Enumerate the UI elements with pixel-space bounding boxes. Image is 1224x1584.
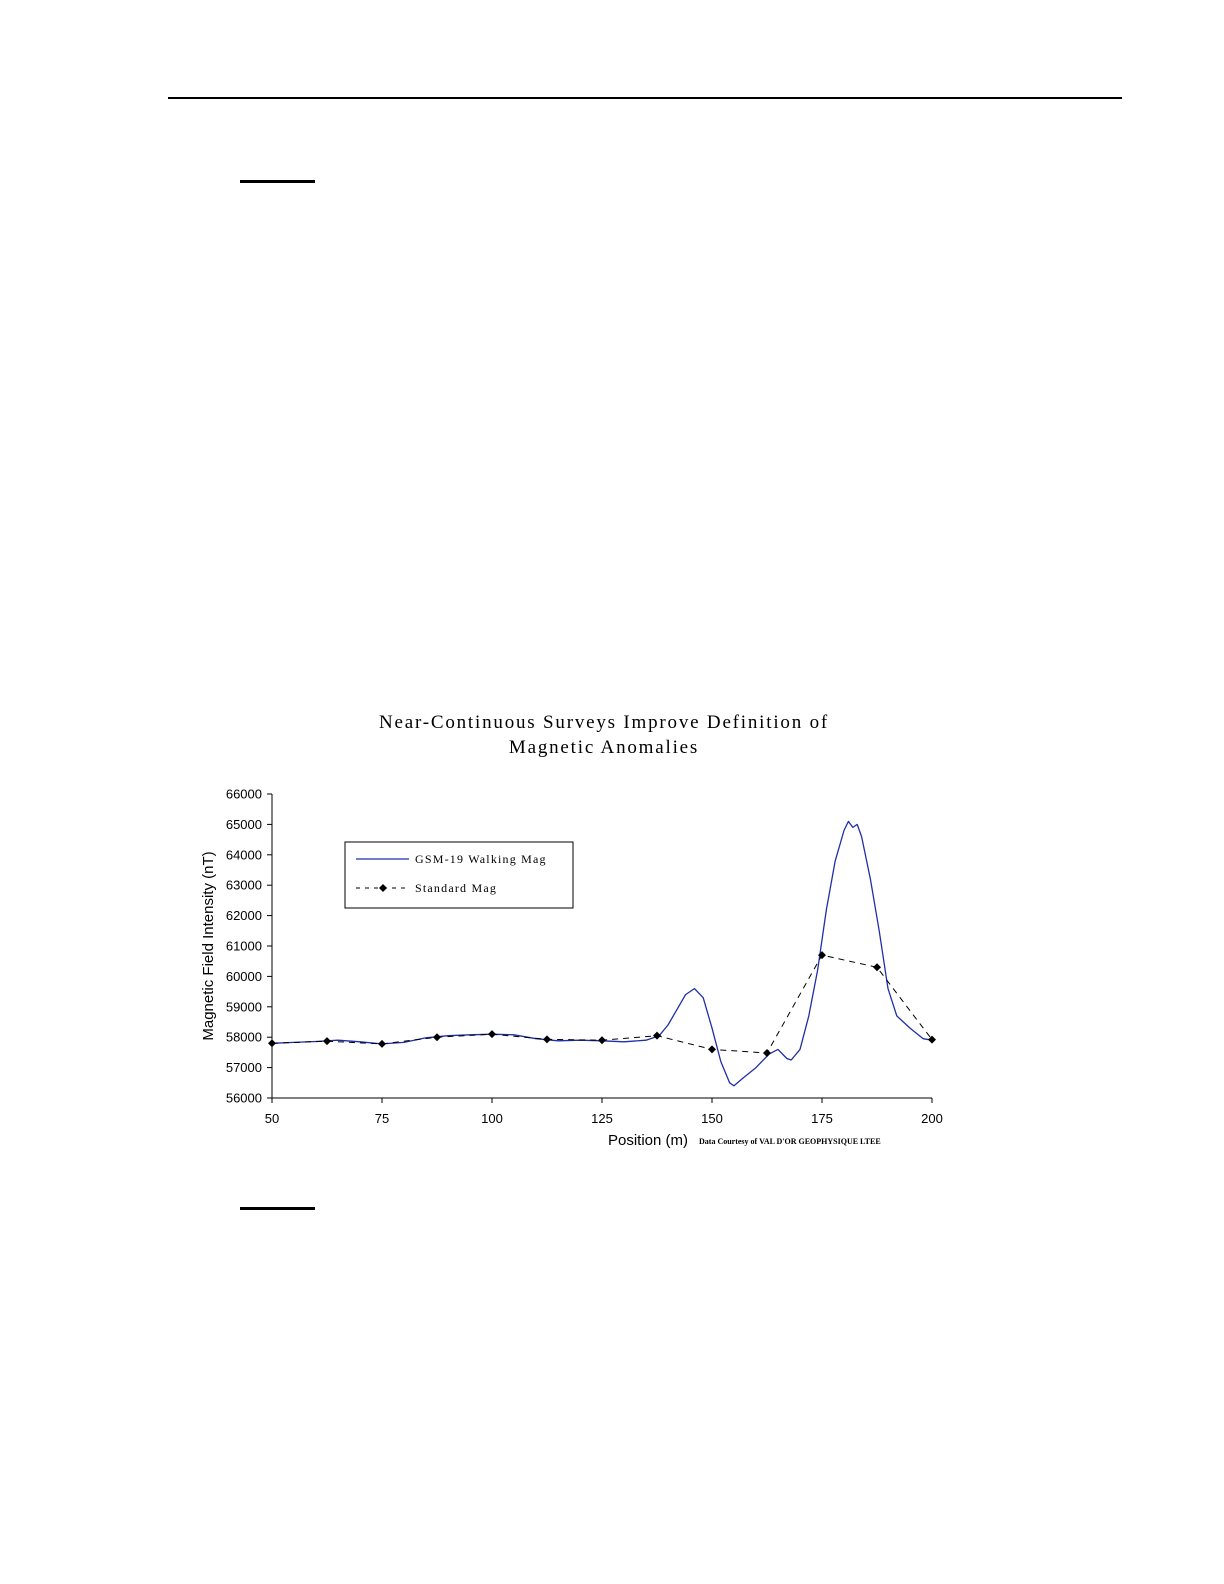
standard-mag-point — [598, 1036, 606, 1044]
standard-mag-point — [928, 1036, 936, 1044]
standard-mag-point — [488, 1030, 496, 1038]
x-tick-label: 50 — [264, 1111, 280, 1126]
chart-title-line-2: Magnetic Anomalies — [508, 737, 700, 758]
data-credit: Data Courtesy of VAL D'OR GEOPHYSIQUE LTEE — [699, 1137, 881, 1146]
standard-mag-point — [268, 1039, 276, 1047]
y-tick-label: 62000 — [225, 908, 262, 924]
standard-mag-point — [653, 1032, 661, 1040]
header-rule — [168, 97, 1122, 99]
x-axis-ticks — [265, 1098, 943, 1126]
y-tick-label: 66000 — [225, 786, 262, 802]
chart-container — [176, 672, 984, 1170]
y-tick-label: 57000 — [225, 1060, 262, 1076]
y-tick-label: 56000 — [225, 1090, 262, 1106]
y-tick-label: 61000 — [225, 938, 262, 954]
y-axis-title: Magnetic Field Intensity (nT) — [200, 851, 217, 1041]
standard-mag-point — [323, 1037, 331, 1045]
y-tick-label: 64000 — [225, 847, 262, 863]
x-tick-label: 75 — [374, 1111, 390, 1126]
legend-label-standard-mag: Standard Mag — [415, 881, 498, 895]
standard-mag-point — [763, 1049, 771, 1057]
y-axis-ticks — [226, 787, 272, 1106]
y-tick-label: 65000 — [225, 816, 262, 832]
x-axis-title: Position (m) — [607, 1132, 689, 1149]
x-tick-label: 100 — [481, 1111, 503, 1126]
x-tick-label: 125 — [591, 1111, 613, 1126]
legend-label-walking-mag: GSM-19 Walking Mag — [415, 852, 547, 866]
standard-mag-point — [433, 1033, 441, 1041]
x-tick-label: 175 — [811, 1111, 833, 1126]
legend — [345, 842, 573, 908]
standard-mag-point — [873, 963, 881, 971]
y-tick-label: 60000 — [225, 968, 262, 984]
magnetic-anomaly-chart — [176, 672, 984, 1170]
y-tick-label: 63000 — [225, 877, 262, 893]
y-tick-label: 59000 — [225, 999, 262, 1015]
y-tick-label: 58000 — [225, 1029, 262, 1045]
chart-title-line-1: Near-Continuous Surveys Improve Definition of — [379, 712, 829, 733]
section-heading-underline — [240, 180, 315, 183]
x-tick-label: 150 — [701, 1111, 723, 1126]
standard-mag-point — [378, 1040, 386, 1048]
standard-mag-point — [708, 1045, 716, 1053]
x-tick-label: 200 — [921, 1111, 943, 1126]
standard-mag-point — [543, 1035, 551, 1043]
section-heading-underline-2 — [240, 1207, 315, 1210]
